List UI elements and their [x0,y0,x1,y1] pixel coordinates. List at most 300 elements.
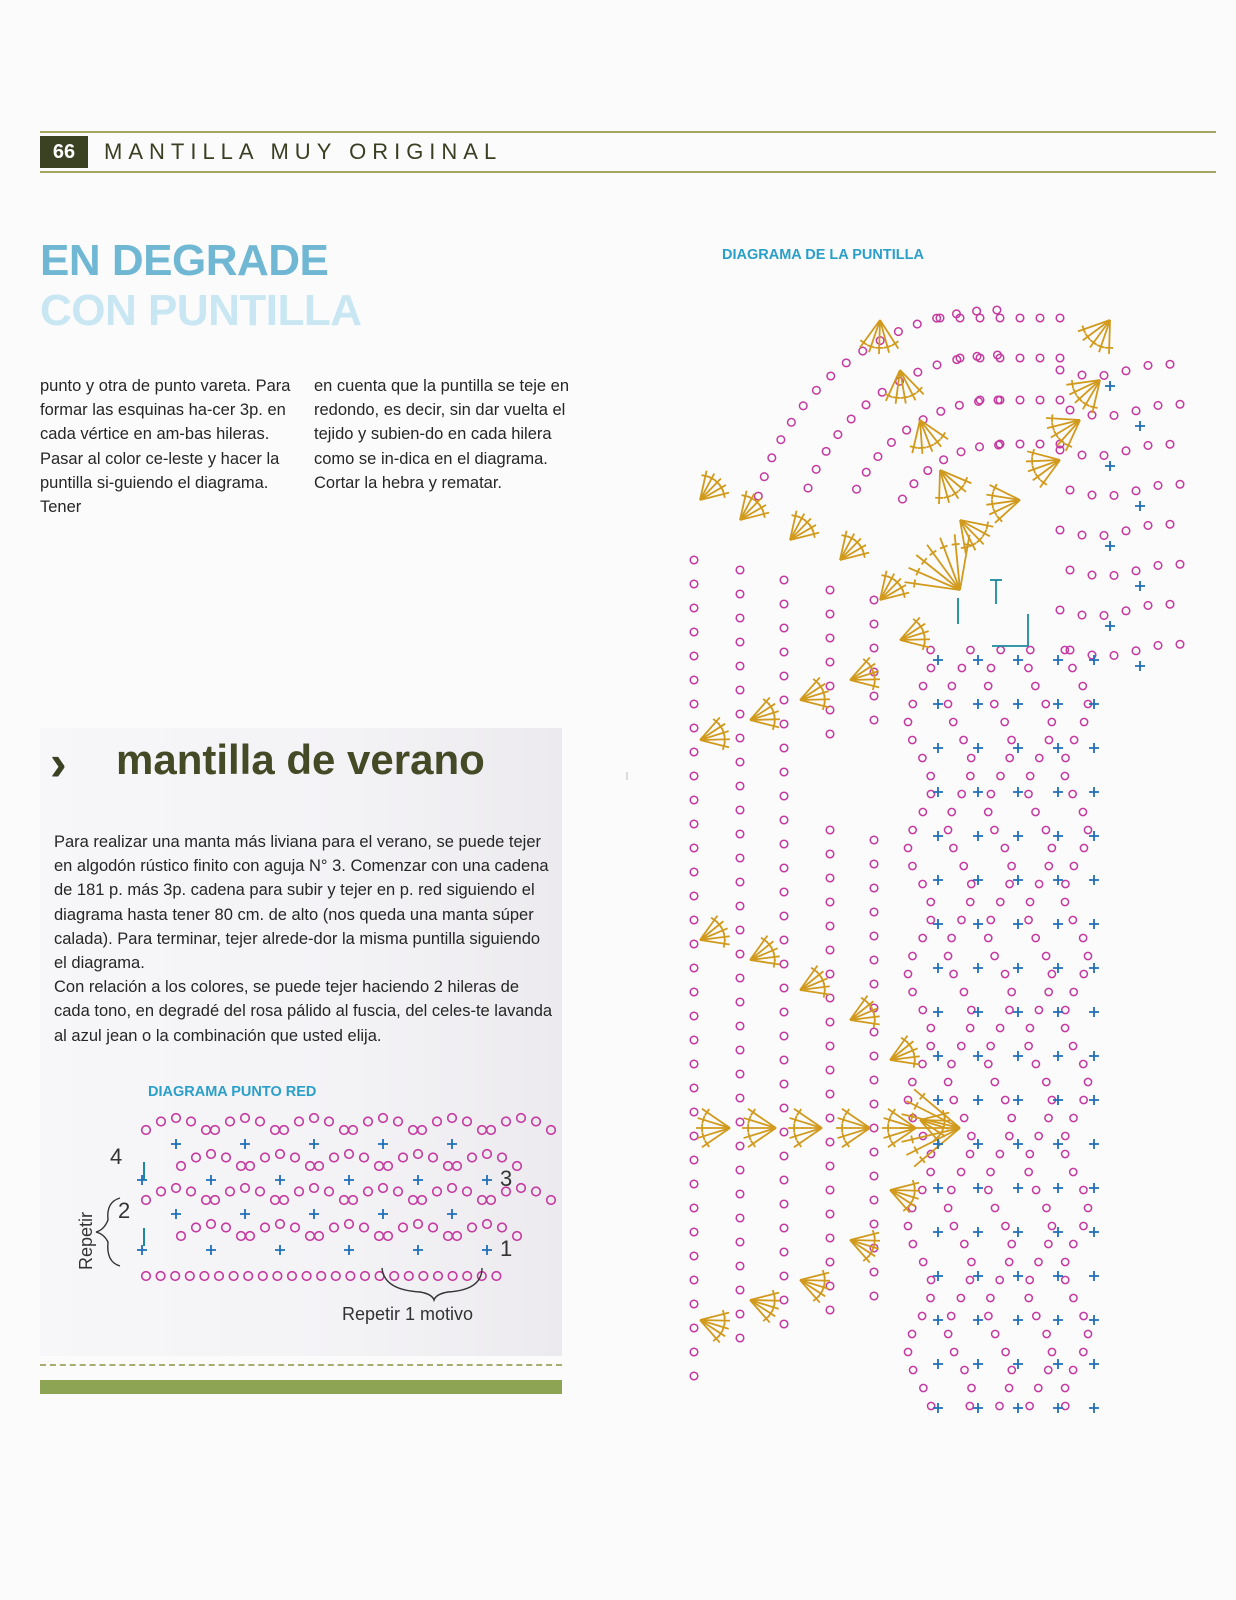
single-crochet-mark [1089,1051,1099,1061]
chain-stitch [968,880,975,887]
chain-stitch [690,628,698,636]
chain-stitch [788,418,796,426]
chain-stitch [1008,1240,1015,1247]
chain-stitch [961,1240,968,1247]
single-crochet-mark [973,787,983,797]
chain-stitch [950,1348,957,1355]
chain-stitch [1048,1348,1055,1355]
chain-stitch [1100,612,1108,620]
chain-stitch [1035,880,1042,887]
chain-stitch [780,1152,788,1160]
single-crochet-mark [973,1315,983,1325]
edging-fan-clusters [696,320,1113,1343]
chain-stitch [736,686,744,694]
chain-stitch [948,682,955,689]
chain-stitch [1001,718,1008,725]
single-crochet-mark [933,743,943,753]
chain-stitch [736,1238,744,1246]
chain-stitch [780,1008,788,1016]
chain-stitch [690,580,698,588]
chain-stitch [780,600,788,608]
chain-stitch [1100,532,1108,540]
chain-stitch [940,456,948,464]
single-crochet-mark [1013,1315,1023,1325]
chain-stitch [958,1042,965,1049]
chain-stitch [1066,406,1074,414]
chain-stitch [1100,452,1108,460]
chain-stitch [736,566,744,574]
fan-stitch [794,1109,822,1128]
row-number-2: 2 [118,1198,131,1223]
chain-stitch [1110,492,1118,500]
chain-stitch [690,604,698,612]
chain-stitch [1154,402,1162,410]
chain-stitch [780,1128,788,1136]
chain-stitch [1070,1294,1077,1301]
single-crochet-mark [973,743,983,753]
chain-stitch [1045,736,1052,743]
chain-stitch [842,359,850,367]
fan-stitch-bar [992,492,993,500]
chain-stitch [1036,440,1044,448]
chain-stitch [1070,988,1077,995]
chain-stitch [966,1276,973,1283]
chain-stitch [909,1366,916,1373]
chain-stitch [927,1168,934,1175]
chain-stitch [1069,1042,1076,1049]
chain-stitch [967,646,974,653]
chain-stitch [1002,1096,1009,1103]
single-crochet-mark [973,1095,983,1105]
chain-stitch [1061,898,1068,905]
chain-stitch [736,1334,744,1342]
chain-stitch [780,864,788,872]
chain-stitch [1032,682,1039,689]
single-crochet-mark [1053,919,1063,929]
single-crochet-mark [973,1403,983,1413]
chain-stitch [826,682,834,690]
chain-stitch [870,1148,878,1156]
chain-stitch [987,916,994,923]
chain-stitch [987,1042,994,1049]
chain-stitch [826,1042,834,1050]
chain-stitch [1080,970,1087,977]
chain-stitch [1035,1384,1042,1391]
chain-stitch [859,347,867,355]
fan-stitch-bar [867,345,875,348]
chain-stitch [958,664,965,671]
single-crochet-mark [1135,661,1145,671]
single-crochet-mark [1053,1139,1063,1149]
chain-stitch [1080,1186,1087,1193]
chain-stitch [961,1114,968,1121]
chain-stitch [826,634,834,642]
chain-stitch [1048,844,1055,851]
chain-stitch [960,988,967,995]
chain-stitch [870,1076,878,1084]
chain-stitch [690,820,698,828]
chain-stitch [736,1286,744,1294]
chain-stitch [967,772,974,779]
fan-stitch-bar [903,590,905,598]
chain-stitch [1070,736,1077,743]
chain-stitch [1122,447,1130,455]
fan-stitch-bar [873,682,875,690]
chain-stitch [780,672,788,680]
fan-stitch-bar [923,642,925,650]
fan-stitch-bar [884,346,892,348]
chain-stitch [1008,988,1015,995]
chain-stitch [1122,367,1130,375]
chain-stitch [1005,1384,1012,1391]
single-crochet-mark [1089,1139,1099,1149]
chain-stitch [966,1150,973,1157]
chain-stitch [945,1330,952,1337]
chain-stitch [1080,1348,1087,1355]
chain-stitch [1122,527,1130,535]
chain-stitch [944,952,951,959]
single-crochet-mark [1089,1315,1099,1325]
section-title: MANTILLA MUY ORIGINAL [104,139,503,164]
chain-stitch [1061,1384,1068,1391]
chain-stitch [736,998,744,1006]
chain-stitch [826,922,834,930]
chain-stitch [690,1300,698,1308]
chain-stitch [826,898,834,906]
chain-stitch [909,1240,916,1247]
chain-stitch [1084,1330,1091,1337]
chain-stitch [1144,522,1152,530]
chain-stitch [976,443,984,451]
chain-stitch [736,1142,744,1150]
chain-stitch [780,1200,788,1208]
chain-stitch [870,932,878,940]
chain-stitch [1025,664,1032,671]
chain-stitch [690,892,698,900]
chain-stitch [812,465,820,473]
chain-stitch [957,1294,964,1301]
chain-stitch [909,736,916,743]
single-crochet-mark [1013,1139,1023,1149]
fan-stitch-bar [1082,326,1085,334]
intro-column-2: en cuenta que la puntilla se teje en redondo, es decir, sin dar vuelta el tejido y subien-do en cada hilera como se in-dica en el diagrama. Cortar la hebra y rematar. [314,377,570,492]
chain-stitch [909,952,916,959]
chain-stitch [827,372,835,380]
chain-stitch [736,1070,744,1078]
chain-stitch [904,1222,911,1229]
fan-stitch-bar [702,1132,704,1140]
chain-stitch [909,988,916,995]
single-crochet-mark [1013,1095,1023,1105]
single-crochet-mark [1013,1007,1023,1017]
chain-stitch [780,1224,788,1232]
chain-stitch [985,682,992,689]
chain-stitch [1079,682,1086,689]
chain-stitch [1036,354,1044,362]
chain-stitch [780,744,788,752]
chain-stitch [960,736,967,743]
chain-stitch [991,700,998,707]
chain-stitch [826,970,834,978]
chain-stitch [888,439,896,447]
chain-stitch [1176,640,1184,648]
single-crochet-mark [1053,787,1063,797]
chain-stitch [996,1402,1003,1409]
fan-stitch-bar [1032,466,1035,474]
chain-stitch [1166,600,1174,608]
single-crochet-mark [973,655,983,665]
single-crochet-mark [1105,621,1115,631]
chain-stitch [690,916,698,924]
diagram-puntilla-label: DIAGRAMA DE LA PUNTILLA [722,247,924,263]
single-crochet-mark [1089,787,1099,797]
chain-stitch [870,980,878,988]
chain-stitch [736,974,744,982]
single-crochet-mark [1053,1359,1063,1369]
chain-stitch [948,1060,955,1067]
edging-corner-marks [958,580,1028,646]
chain-stitch [1069,790,1076,797]
chain-stitch [847,415,855,423]
chain-stitch [968,754,975,761]
chain-stitch [780,912,788,920]
single-crochet-mark [1013,875,1023,885]
single-crochet-mark [1013,699,1023,709]
fan-stitch-bar [914,580,915,588]
single-crochet-mark [1105,381,1115,391]
chain-stitch [1062,1258,1069,1265]
chain-stitch [950,1096,957,1103]
chain-stitch [914,368,922,376]
chain-stitch [904,718,911,725]
chain-stitch [1045,1240,1052,1247]
chain-stitch [1008,736,1015,743]
chain-stitch [1033,1312,1040,1319]
chain-stitch [1035,1006,1042,1013]
fan-stitch-bar [824,990,825,998]
chain-stitch [768,454,776,462]
chain-stitch [736,902,744,910]
single-crochet-mark [1013,1051,1023,1061]
chain-stitch [1035,1132,1042,1139]
single-crochet-mark [1013,1403,1023,1413]
chain-stitch [1016,440,1024,448]
chain-stitch [904,970,911,977]
single-crochet-mark [933,1227,943,1237]
fan-stitch-bar [823,702,825,710]
chain-stitch [1056,606,1064,614]
chain-stitch [736,710,744,718]
fan-stitch-bar [874,1020,875,1028]
chain-stitch [1080,1222,1087,1229]
row-number-3: 3 [500,1166,513,1191]
chain-stitch [903,426,911,434]
chain-stitch [780,1056,788,1064]
fan-stitch-bar [842,1116,844,1124]
fan-stitch-bar [1090,406,1098,408]
chain-stitch [826,1138,834,1146]
chain-stitch [780,696,788,704]
chain-stitch [1025,1042,1032,1049]
chain-stitch [736,830,744,838]
fan-stitch [842,1128,870,1147]
chain-stitch [944,826,951,833]
chain-stitch [991,1078,998,1085]
fan-stitch-bar [748,1132,750,1140]
chain-stitch [961,1366,968,1373]
chain-stitch [1043,952,1050,959]
chain-stitch [690,1204,698,1212]
chain-stitch [950,844,957,851]
chain-stitch [1070,1240,1077,1247]
chain-stitch [870,1172,878,1180]
chain-stitch [870,1196,878,1204]
chain-stitch [690,796,698,804]
chain-stitch [736,782,744,790]
edging-chain-loops [690,306,1184,1409]
chain-stitch [1166,520,1174,528]
chain-stitch [1176,560,1184,568]
chain-stitch [950,970,957,977]
chain-stitch [927,898,934,905]
chain-stitch [1070,862,1077,869]
chain-stitch [690,1276,698,1284]
chain-stitch [919,682,926,689]
article-title-line1: EN DEGRADE [40,236,329,285]
chain-stitch [1016,396,1024,404]
chain-stitch [1006,754,1013,761]
single-crochet-mark [1089,1183,1099,1193]
single-crochet-mark [933,875,943,885]
chain-stitch [987,1294,994,1301]
chain-stitch [913,320,921,328]
chain-stitch [1154,482,1162,490]
chain-stitch [690,652,698,660]
single-crochet-mark [973,1183,983,1193]
chain-stitch [918,1312,925,1319]
single-crochet-mark [1013,1271,1023,1281]
repeat-side-label: Repetir [76,1211,96,1270]
chain-stitch [1110,572,1118,580]
single-crochet-mark [1013,919,1023,929]
chain-stitch [874,453,882,461]
fan-stitch-bar [1052,423,1054,431]
chain-stitch [991,826,998,833]
chain-stitch [1048,1222,1055,1229]
single-crochet-mark [933,655,943,665]
chain-stitch [987,664,994,671]
fan-stitch-bar [748,1116,750,1124]
chain-stitch [1027,772,1034,779]
chain-stitch [1144,362,1152,370]
chain-stitch [1025,916,1032,923]
chain-stitch [780,1320,788,1328]
chain-stitch [690,940,698,948]
single-crochet-mark [973,1227,983,1237]
chain-stitch [1062,1276,1069,1283]
single-crochet-mark [1053,655,1063,665]
chain-stitch [780,1296,788,1304]
chain-stitch [1080,1060,1087,1067]
single-crochet-mark [1053,1183,1063,1193]
chain-stitch [909,862,916,869]
intro-column-1: punto y otra de punto vareta. Para formar las esquinas ha-cer 3p. en cada vértice en am-bas hileras. Pasar al color ce-leste y hacer la puntilla si-guiendo el diagrama. Tener [40,377,291,517]
fan-stitch-bar [842,1132,844,1140]
chain-stitch [826,1234,834,1242]
chain-stitch [996,1150,1003,1157]
chain-stitch [826,730,834,738]
chain-stitch [826,826,834,834]
chain-stitch [780,624,788,632]
chain-stitch [736,950,744,958]
chain-stitch [1100,372,1108,380]
chain-stitch [1154,562,1162,570]
chain-stitch [870,956,878,964]
single-crochet-mark [1053,699,1063,709]
chain-stitch [1001,844,1008,851]
chain-stitch [870,884,878,892]
chain-stitch [1026,1150,1033,1157]
chain-stitch [804,484,812,492]
chain-stitch [944,700,951,707]
chain-stitch [690,1108,698,1116]
chain-stitch [690,748,698,756]
chain-stitch [1048,970,1055,977]
chain-stitch [1069,916,1076,923]
chain-stitch [927,1276,934,1283]
fan-stitch [748,1109,776,1128]
single-crochet-mark [973,919,983,929]
chain-stitch [1078,451,1086,459]
chain-stitch [1056,354,1064,362]
chain-stitch [909,1078,916,1085]
chain-stitch [1006,1006,1013,1013]
single-crochet-mark [933,963,943,973]
chain-stitch [777,436,785,444]
chain-stitch [826,658,834,666]
chain-stitch [736,1214,744,1222]
chain-stitch [997,772,1004,779]
single-crochet-mark [973,831,983,841]
chain-stitch [826,1306,834,1314]
chain-stitch [690,1084,698,1092]
chain-stitch [799,402,807,410]
chain-stitch [870,1028,878,1036]
chain-stitch [948,1186,955,1193]
chain-stitch [1066,486,1074,494]
chain-stitch [927,1294,934,1301]
chain-stitch [690,700,698,708]
chain-stitch [1066,566,1074,574]
chain-stitch [736,638,744,646]
chain-stitch [736,614,744,622]
chain-stitch [1026,898,1033,905]
chain-stitch [996,1024,1003,1031]
chain-stitch [780,888,788,896]
chain-stitch [1027,646,1034,653]
fan-stitch-bar [892,397,900,398]
chain-stitch [780,936,788,944]
chain-stitch [992,1330,999,1337]
chain-stitch [870,1052,878,1060]
chain-stitch [993,306,1001,314]
chain-stitch [826,610,834,618]
fan-stitch-bar [911,1135,913,1143]
single-crochet-mark [933,1007,943,1017]
chain-stitch [690,964,698,972]
chain-stitch [780,1248,788,1256]
fan-stitch [702,1128,730,1147]
